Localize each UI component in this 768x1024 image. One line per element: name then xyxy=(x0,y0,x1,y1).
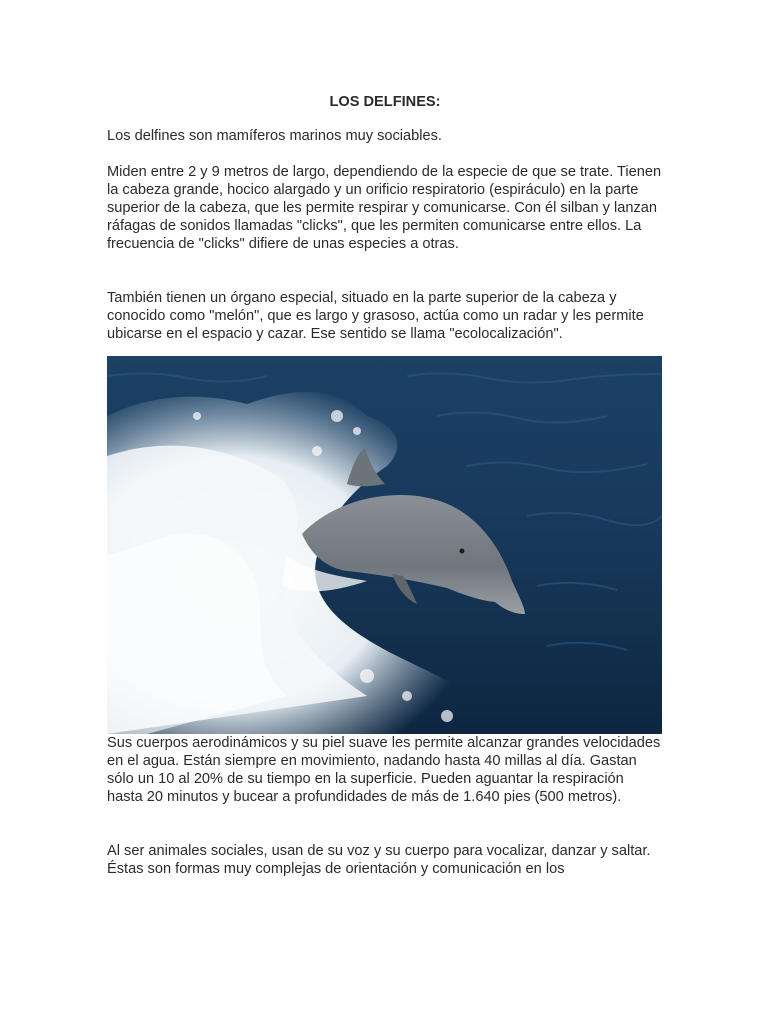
paragraph-size: Miden entre 2 y 9 metros de largo, dependiendo de la especie de que se trate. Tienen la cabeza grande, hocico alargado y un orificio respiratorio (espiráculo) en la parte superior de la cabeza, que les permite respirar y comunicarse. Con él silban y lanzan ráfagas de sonidos llamadas "clicks", que les permiten comunicarse entre ellos. La frecuencia de "clicks" difiere de unas especies a otras. xyxy=(107,164,662,252)
paragraph-speed: Sus cuerpos aerodinámicos y su piel suave les permite alcanzar grandes velocidades en el agua. Están siempre en movimiento, nadando hasta 40 millas al día. Gastan sólo un 10 al 20% de su tiempo en la superficie. Pueden aguantar la respiración hasta 20 minutos y bucear a profundidades de más de 1.640 pies (500 metros). xyxy=(107,735,661,805)
paragraph-intro: Los delfines son mamíferos marinos muy sociables. xyxy=(107,128,442,144)
paragraph-melon: También tienen un órgano especial, situado en la parte superior de la cabeza y conocido como "melón", que es largo y grasoso, actúa como un radar y les permite ubicarse en el espacio y cazar. Ese sentido se llama "ecolocalización". xyxy=(107,290,644,342)
dolphin-photo xyxy=(107,356,662,734)
document-title: LOS DELFINES: xyxy=(329,94,441,110)
document-body xyxy=(107,93,663,878)
dolphin-image xyxy=(107,356,662,734)
paragraph-social: Al ser animales sociales, usan de su voz y su cuerpo para vocalizar, danzar y saltar. Éstas son formas muy complejas de orientación y comunicación en los xyxy=(107,843,651,877)
